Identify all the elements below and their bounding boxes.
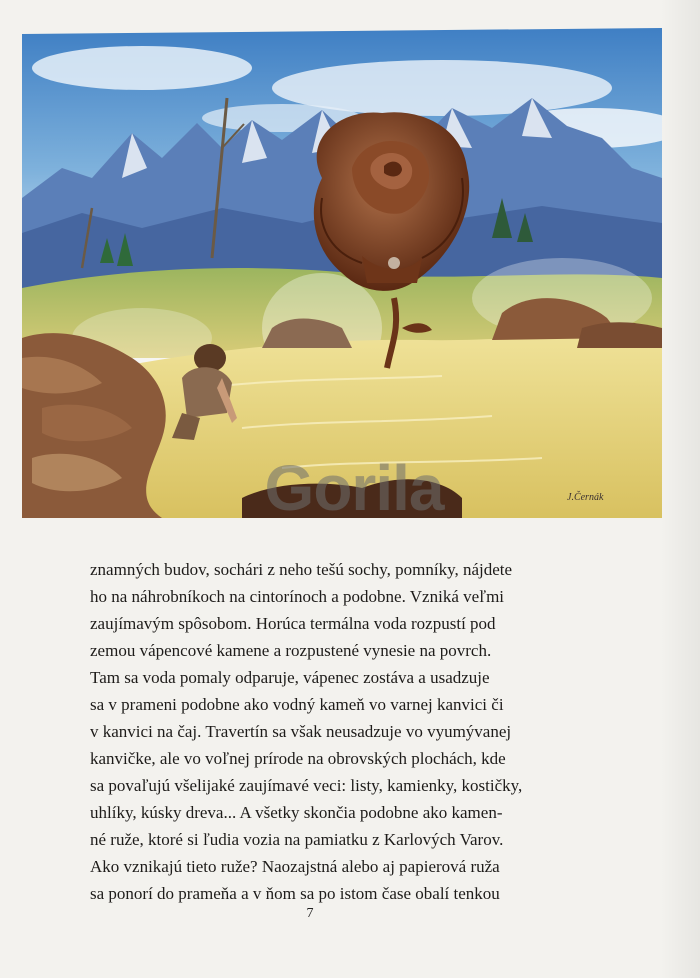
text-line: v kanvici na čaj. Travertín sa však neusadzuje vo vyumývanej: [90, 722, 512, 741]
text-line: uhlíky, kúsky dreva... A všetky skončia podobne ako kamen-: [90, 803, 503, 822]
watermark: Gorila: [264, 452, 444, 524]
page-number: 7: [306, 906, 314, 921]
page-edge-shadow: [660, 0, 700, 978]
text-line: sa v prameni podobne ako vodný kameň vo varnej kanvici či: [90, 695, 504, 714]
text-line: zaujímavým spôsobom. Horúca termálna voda rozpustí pod: [90, 614, 496, 633]
text-line: sa povaľujú všelijaké zaujímavé veci: listy, kamienky, kostičky,: [90, 776, 523, 795]
text-line: ho na náhrobníkoch na cintorínoch a podobne. Vzniká veľmi: [90, 587, 505, 606]
text-line: sa ponorí do prameňa a v ňom sa po istom čase obalí tenkou: [90, 884, 500, 903]
text-line: Ako vznikajú tieto ruže? Naozajstná alebo aj papierová ruža: [90, 857, 500, 876]
text-line: znamných budov, sochári z neho tešú sochy, pomníky, nájdete: [90, 560, 513, 579]
text-line: kanvičke, ale vo voľnej prírode na obrovských plochách, kde: [90, 749, 506, 768]
text-line: né ruže, ktoré si ľudia vozia na pamiatku z Karlových Varov.: [90, 830, 504, 849]
text-line: zemou vápencové kamene a rozpustené vynesie na povrch.: [90, 641, 492, 660]
artist-signature: J.Černák: [567, 492, 604, 503]
text-line: Tam sa voda pomaly odparuje, vápenec zostáva a usadzuje: [90, 668, 490, 687]
illustration: [22, 28, 662, 518]
body-text: [90, 556, 560, 907]
